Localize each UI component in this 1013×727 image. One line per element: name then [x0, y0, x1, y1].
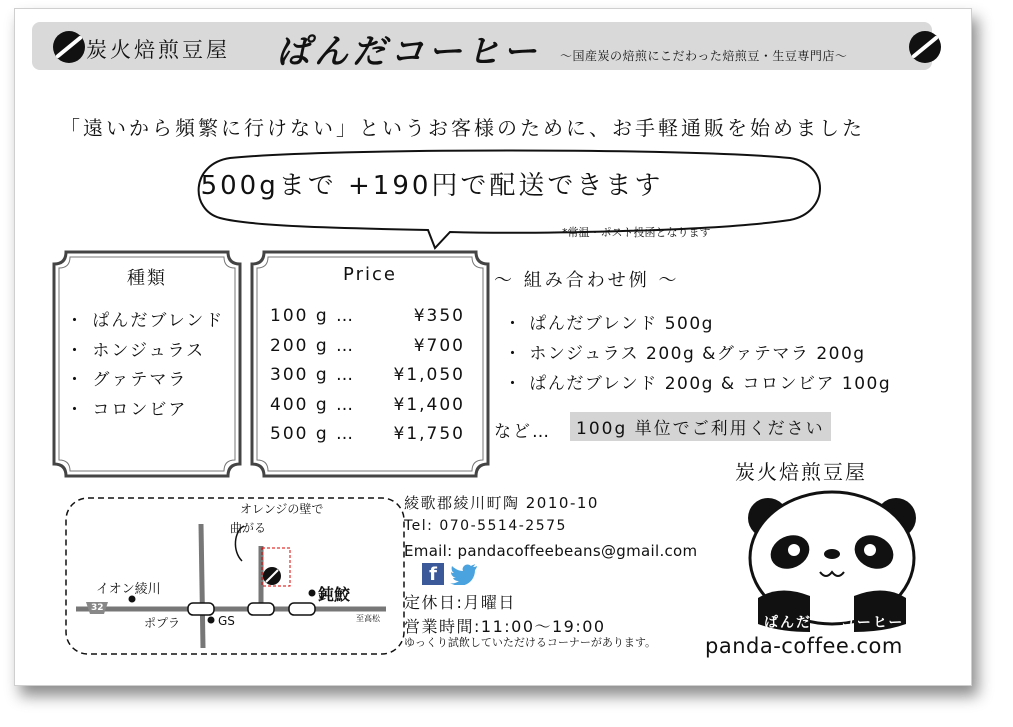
list-item: ・ ぱんだブレンド 200g & コロンビア 100g	[504, 374, 892, 394]
list-item: ・ グァテマラ	[66, 370, 188, 390]
map-direction: 至高松	[356, 614, 380, 623]
facebook-icon[interactable]: f	[422, 563, 444, 585]
combo-list	[504, 309, 891, 399]
coffee-bean-icon	[52, 30, 86, 64]
combo-etc: など…	[494, 422, 551, 442]
map-aeon: イオン綾川	[96, 582, 161, 597]
price-list	[270, 306, 465, 454]
email: Email: pandacoffeebeans@gmail.com	[404, 542, 698, 560]
shipping-headline: 500gまで +190円で配送できます	[200, 171, 664, 201]
table-row: 500 g … ¥1,750	[270, 424, 465, 444]
closed-day: 定休日:月曜日	[404, 593, 516, 612]
map-turn: 曲がる	[230, 521, 267, 535]
address: 綾歌郡綾川町陶 2010-10	[404, 494, 599, 512]
list-item: ・ ホンジュラス 200g &グァテマラ 200g	[504, 344, 866, 364]
brand-name: ぱんだコーヒー	[276, 32, 541, 72]
types-title: 種類	[127, 268, 167, 289]
table-row: 100 g … ¥350	[270, 306, 465, 326]
table-row: 200 g … ¥700	[270, 335, 465, 356]
tagline: 〜国産炭の焙煎にこだわった焙煎豆・生豆専門店〜	[560, 49, 848, 63]
list-item: ・ ぱんだブレンド	[66, 311, 225, 331]
twitter-icon[interactable]	[450, 563, 478, 585]
unit-note: 100g 単位でご利用ください	[570, 412, 831, 441]
panda-banner: ぱんだ コーヒー	[764, 615, 905, 631]
map-gs: GS	[218, 614, 235, 628]
intro-text: 「遠いから頻繁に行けない」というお客様のために、お手軽通販を始めました	[60, 116, 865, 140]
business-hours: 営業時間:11:00〜19:00	[404, 617, 606, 636]
types-list	[66, 306, 224, 424]
telephone: Tel: 070-5514-2575	[404, 518, 567, 534]
map-wall-note: オレンジの壁で	[240, 502, 324, 516]
map-road-number: 32	[91, 603, 104, 613]
panda-title: 炭火焙煎豆屋	[735, 460, 867, 484]
website-url[interactable]: panda-coffee.com	[705, 634, 903, 658]
map-udon: 鈍鮫	[318, 585, 351, 604]
list-item: ・ ホンジュラス	[66, 340, 206, 361]
list-item: ・ ぱんだブレンド 500g	[504, 314, 714, 334]
table-row: 400 g … ¥1,400	[270, 394, 465, 415]
coffee-bean-icon	[908, 30, 942, 64]
map-poplar: ポプラ	[144, 616, 181, 630]
price-title: Price	[343, 264, 397, 285]
shop-name: 炭火焙煎豆屋	[86, 38, 230, 62]
list-item: ・ コロンビア	[66, 399, 188, 420]
table-row: 300 g … ¥1,050	[270, 365, 465, 385]
shipping-note: *常温・ポスト投函となります	[562, 226, 711, 239]
tasting-note: ゆっくり試飲していただけるコーナーがあります。	[404, 636, 657, 649]
combo-title: 〜 組み合わせ例 〜	[494, 270, 680, 291]
